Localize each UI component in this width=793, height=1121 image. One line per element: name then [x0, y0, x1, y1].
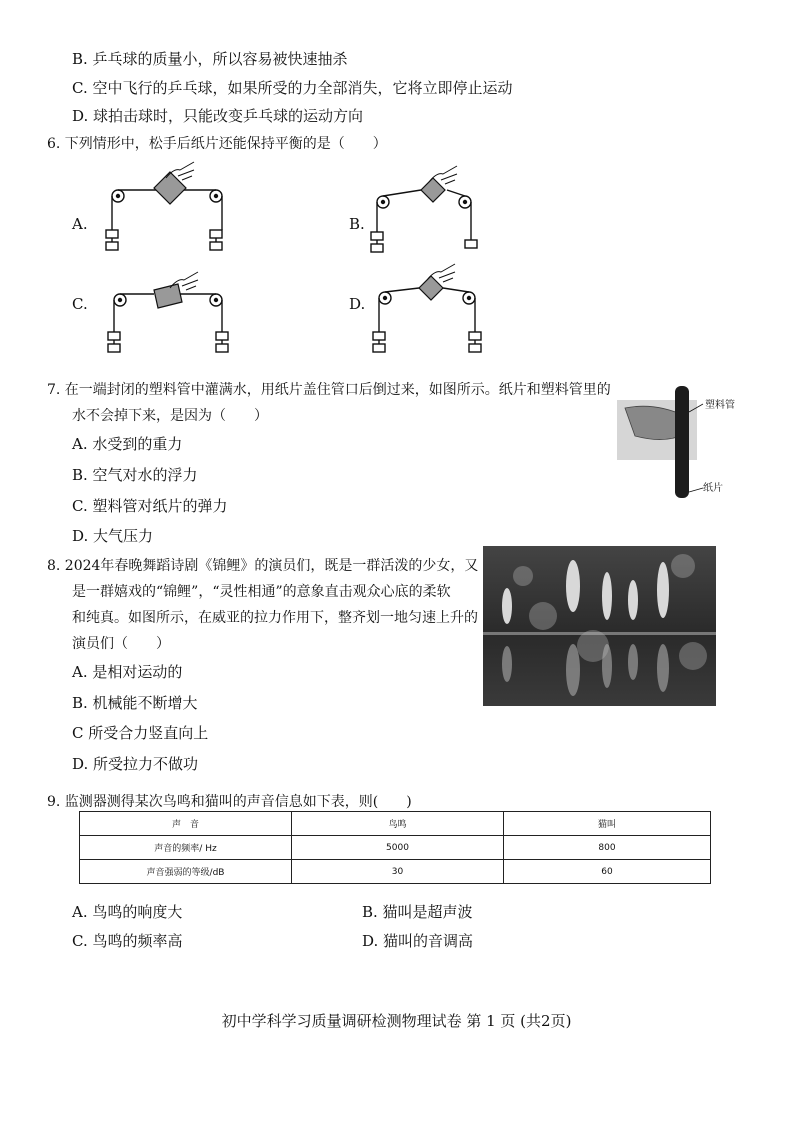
q7-option-c: C. 塑料管对纸片的弹力	[72, 497, 228, 515]
q5-option-d: D. 球拍击球时，只能改变乒乓球的运动方向	[72, 107, 364, 125]
q8-stem-line3: 和纯真。如图所示，在威亚的拉力作用下，整齐划一地匀速上升的	[72, 610, 478, 626]
q5-option-c: C. 空中飞行的乒乓球，如果所受的力全部消失，它将立即停止运动	[72, 79, 513, 97]
q5-option-b: B. 乒乓球的质量小，所以容易被快速抽杀	[72, 50, 348, 68]
table-header-cell: 声 音	[80, 812, 292, 836]
q7-stem-line2: 水不会掉下来，是因为（ ）	[72, 408, 268, 424]
sound-table	[79, 811, 711, 884]
q8-option-c: C 所受合力竖直向上	[72, 724, 209, 742]
q8-option-b: B. 机械能不断增大	[72, 694, 198, 712]
q8-option-a: A. 是相对运动的	[72, 663, 183, 681]
diagram-c	[100, 262, 240, 362]
q7-option-d: D. 大气压力	[72, 527, 154, 545]
q9-option-b: B. 猫叫是超声波	[362, 903, 473, 921]
q8-stem-line1: 8. 2024年春晚舞蹈诗剧《锦鲤》的演员们，既是一群活泼的少女，又	[47, 558, 479, 574]
diagram-b	[365, 160, 505, 260]
table-header-row	[80, 812, 711, 836]
q6-label-d: D.	[349, 295, 366, 313]
diagram-d	[365, 262, 505, 362]
q7-stem-line1: 7. 在一端封闭的塑料管中灌满水，用纸片盖住管口后倒过来，如图所示。纸片和塑料管里的	[47, 382, 611, 398]
table-cell: 5000	[292, 836, 504, 860]
table-row	[80, 860, 711, 884]
q9-stem: 9. 监测器测得某次鸟鸣和猫叫的声音信息如下表，则( )	[47, 794, 412, 810]
dancers-photo	[483, 546, 716, 706]
q7-option-b: B. 空气对水的浮力	[72, 466, 198, 484]
q6-stem: 6. 下列情形中，松手后纸片还能保持平衡的是（ ）	[47, 136, 387, 152]
table-row	[80, 836, 711, 860]
q6-label-a: A.	[72, 215, 88, 233]
q8-option-d: D. 所受拉力不做功	[72, 755, 199, 773]
q8-stem-line4: 演员们（ ）	[72, 636, 170, 652]
table-header-cell: 鸟鸣	[292, 812, 504, 836]
q6-label-c: C.	[72, 295, 88, 313]
q7-option-a: A. 水受到的重力	[72, 435, 183, 453]
paper-label: 纸片	[703, 483, 723, 494]
page-footer: 初中学科学习质量调研检测物理试卷 第 1 页 (共2页)	[221, 1012, 572, 1030]
table-header-cell: 猫叫	[504, 812, 711, 836]
diagram-a	[100, 160, 240, 260]
q6-label-b: B.	[349, 215, 365, 233]
table-cell: 声音强弱的等级/dB	[80, 860, 292, 884]
table-cell: 800	[504, 836, 711, 860]
q8-stem-line2: 是一群嬉戏的“锦鲤”，“灵性相通”的意象直击观众心底的柔软	[72, 584, 451, 600]
tube-figure	[615, 380, 745, 505]
table-cell: 声音的频率/ Hz	[80, 836, 292, 860]
table-cell: 60	[504, 860, 711, 884]
q9-option-a: A. 鸟鸣的响度大	[72, 903, 183, 921]
tube-label: 塑料管	[705, 400, 735, 411]
q9-option-c: C. 鸟鸣的频率高	[72, 932, 183, 950]
q9-option-d: D. 猫叫的音调高	[362, 932, 474, 950]
table-cell: 30	[292, 860, 504, 884]
